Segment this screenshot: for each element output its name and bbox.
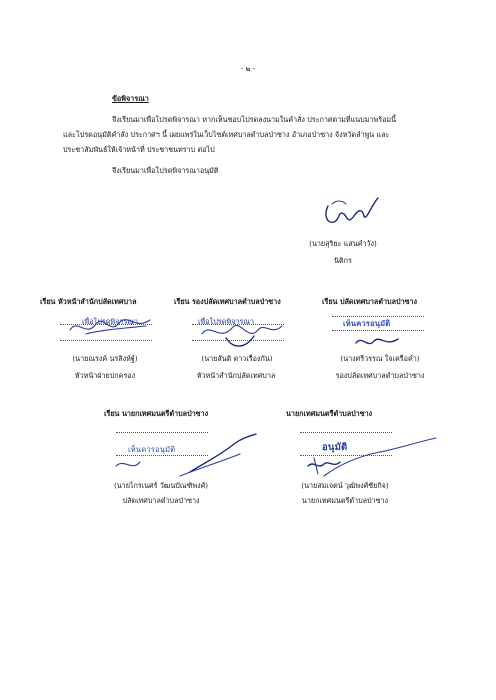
approver-3-salutation: เรียน ปลัดเทศบาลตำบลป่าซาง: [322, 297, 418, 306]
approver-1-sign-line: [60, 340, 152, 341]
approver-2-name: (นายสันติ ดาวเรืองกัน): [201, 354, 273, 363]
approver-2-salutation: เรียน รองปลัดเทศบาลตำบลป่าซาง: [174, 297, 281, 306]
approver-4-salutation: เรียน นายกเทศมนตรีตำบลป่าซาง: [104, 409, 209, 418]
approver-2-signature: [196, 312, 286, 352]
approver-4-name: (นายไกรเนศร์ วัฒนบัณฑิพงศ์): [113, 481, 209, 490]
author-signature: [318, 196, 388, 230]
paragraph-line-2: และโปรดอนุมัติคำสั่ง ประกาศฯ นี้ เผยแพร่ในเว็บไซต์เทศบาลตำบลป่าซาง อำเภอป่าซาง จังหวัดลำพูน และ: [63, 130, 390, 139]
paragraph-line-3: ประชาสัมพันธ์ให้เจ้าหน้าที่ ประชาชนทราบ ต่อไป: [63, 145, 215, 154]
page-number: - ๒ -: [240, 64, 256, 73]
section-heading: ข้อพิจารณา: [112, 94, 149, 103]
approver-1-signature: [66, 312, 156, 342]
approver-1-note: เพื่อโปรดพิจารณา: [82, 317, 139, 326]
approver-3-position: รองปลัดเทศบาลตำบลป่าซาง: [335, 371, 425, 380]
approver-5-signature: [300, 426, 440, 478]
paragraph-line-1: จึงเรียนมาเพื่อโปรดพิจารณา หากเห็นชอบโปรดลงนามในคำสั่ง ประกาศตามที่แนบมาพร้อมนี้: [112, 115, 397, 124]
approver-3-note-line-1: [332, 316, 424, 317]
approver-4-stamp: เห็นควรอนุมัติ: [128, 445, 176, 454]
approver-4-position: ปลัดเทศบาลตำบลป่าซาง: [122, 496, 200, 505]
approver-3-note-line-2: [332, 330, 424, 331]
approver-1-position: หัวหน้าฝ่ายปกครอง: [74, 371, 136, 380]
approver-1-name: (นายณรงค์ นรสิงห์ฐ์): [72, 354, 138, 363]
approver-1-salutation: เรียน หัวหน้าสำนักปลัดเทศบาล: [40, 297, 137, 306]
approver-5-name: (นายสมเจตน์ วุฒิพงศ์ชัยกิจ): [301, 481, 389, 490]
approver-2-note: เพื่อโปรดพิจารณา: [198, 317, 255, 326]
approver-3-stamp: เห็นควรอนุมัติ: [343, 319, 391, 328]
approver-3-name: (นางศรีวรรณ ใจเครือคำ): [340, 354, 420, 363]
approver-3-signature: [352, 333, 402, 351]
approver-5-position: นายกเทศมนตรีตำบลป่าซาง: [301, 496, 389, 505]
approver-5-salutation: นายกเทศมนตรีตำบลป่าซาง: [286, 409, 373, 418]
author-name: (นายสุริยะ แสนคำวัง): [309, 239, 377, 248]
approver-2-sign-line: [192, 340, 284, 341]
author-position: นิติกร: [334, 256, 352, 265]
approver-4-signature: [110, 432, 260, 482]
approver-2-position: หัวหน้าสำนักปลัดเทศบาล: [196, 371, 276, 380]
closing-paragraph: จึงเรียนมาเพื่อโปรดพิจารณาอนุมัติ: [112, 166, 219, 175]
approver-5-stamp: อนุมัติ: [322, 442, 348, 453]
